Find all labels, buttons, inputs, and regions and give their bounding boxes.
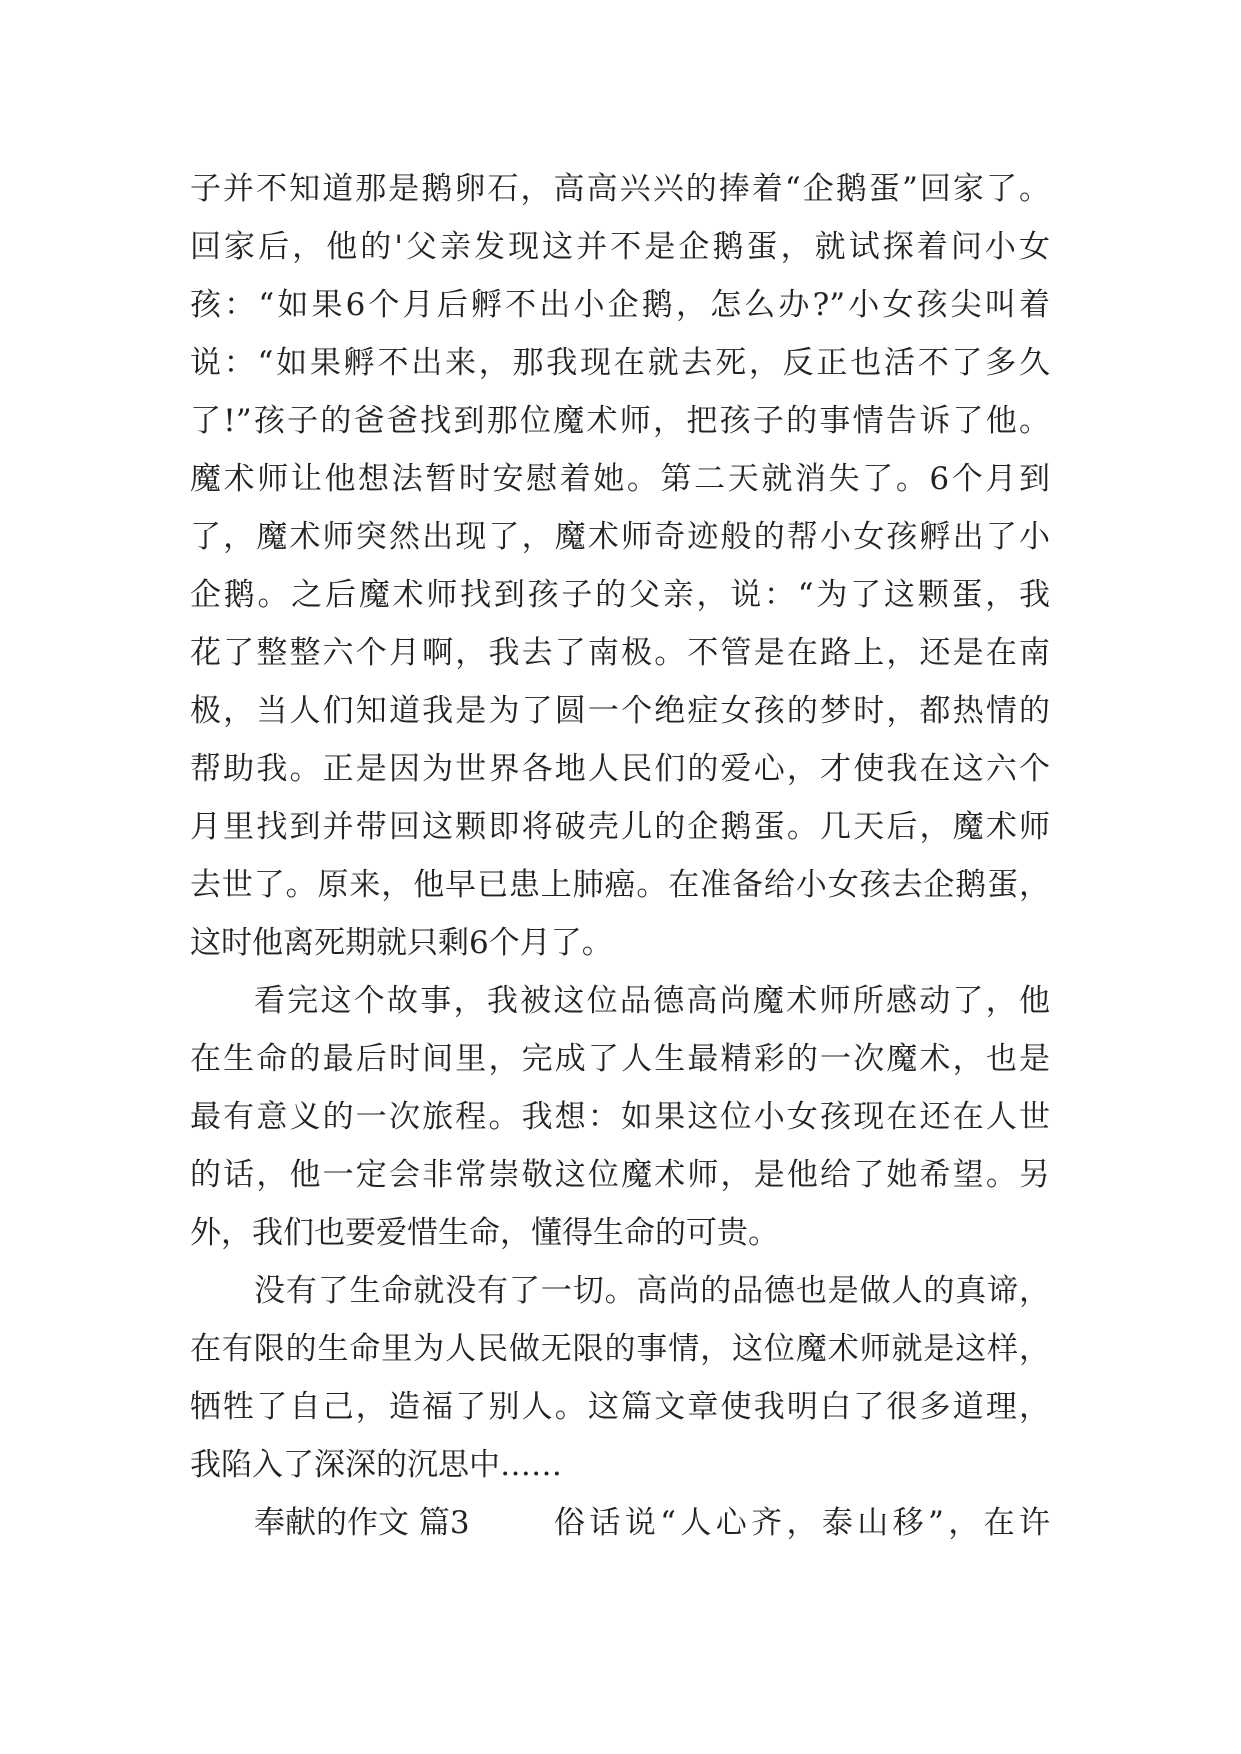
text-line: 孩：“如果6个月后孵不出小企鹅，怎么办?”小女孩尖叫着: [190, 287, 1050, 323]
text-line: 在生命的最后时间里，完成了人生最精彩的一次魔术，也是: [190, 1041, 1050, 1077]
text-line: 了!”孩子的爸爸找到那位魔术师，把孩子的事情告诉了他。: [190, 403, 1050, 439]
text-line: 看完这个故事，我被这位品德高尚魔术师所感动了，他: [254, 983, 1050, 1019]
text-line: 的话，他一定会非常崇敬这位魔术师，是他给了她希望。另: [190, 1157, 1050, 1193]
paragraph-1: [190, 160, 1050, 972]
document-body: [190, 160, 1050, 1552]
text-line: 在有限的生命里为人民做无限的事情，这位魔术师就是这样，: [190, 1331, 1050, 1367]
text-line: 没有了生命就没有了一切。高尚的品德也是做人的真谛，: [254, 1273, 1050, 1309]
text-line: 企鹅。之后魔术师找到孩子的父亲，说：“为了这颗蛋，我: [190, 577, 1050, 613]
text-line: 回家后，他的'父亲发现这并不是企鹅蛋，就试探着问小女: [190, 229, 1050, 265]
text-line: 极，当人们知道我是为了圆一个绝症女孩的梦时，都热情的: [190, 693, 1050, 729]
text-line: 牺牲了自己，造福了别人。这篇文章使我明白了很多道理，: [190, 1389, 1050, 1425]
text-line: 我陷入了深深的沉思中……: [190, 1447, 562, 1483]
text-line: 子并不知道那是鹅卵石，高高兴兴的捧着“企鹅蛋”回家了。: [190, 171, 1050, 207]
text-line: 月里找到并带回这颗即将破壳儿的企鹅蛋。几天后，魔术师: [190, 809, 1050, 845]
text-line: 这时他离死期就只剩6个月了。: [190, 925, 613, 961]
paragraph-2: [190, 972, 1050, 1262]
text-line: 外，我们也要爱惜生命，懂得生命的可贵。: [190, 1215, 779, 1251]
text-line: 花了整整六个月啊，我去了南极。不管是在路上，还是在南: [190, 635, 1050, 671]
paragraph-3: [190, 1262, 1050, 1494]
text-line: 魔术师让他想法暂时安慰着她。第二天就消失了。6个月到: [190, 461, 1050, 497]
text-line: 帮助我。正是因为世界各地人民们的爱心，才使我在这六个: [190, 751, 1050, 787]
text-line: 了，魔术师突然出现了，魔术师奇迹般的帮小女孩孵出了小: [190, 519, 1050, 555]
text-line: 说：“如果孵不出来，那我现在就去死，反正也活不了多久: [190, 345, 1050, 381]
section-heading-line: [190, 1494, 1050, 1552]
text-line: 去世了。原来，他早已患上肺癌。在准备给小女孩去企鹅蛋，: [190, 867, 1050, 903]
section-title: 奉献的作文 篇3: [254, 1505, 470, 1541]
text-line: 最有意义的一次旅程。我想：如果这位小女孩现在还在人世: [190, 1099, 1050, 1135]
section-opening-text: 俗话说“人心齐，泰山移”，在许: [554, 1505, 1050, 1541]
